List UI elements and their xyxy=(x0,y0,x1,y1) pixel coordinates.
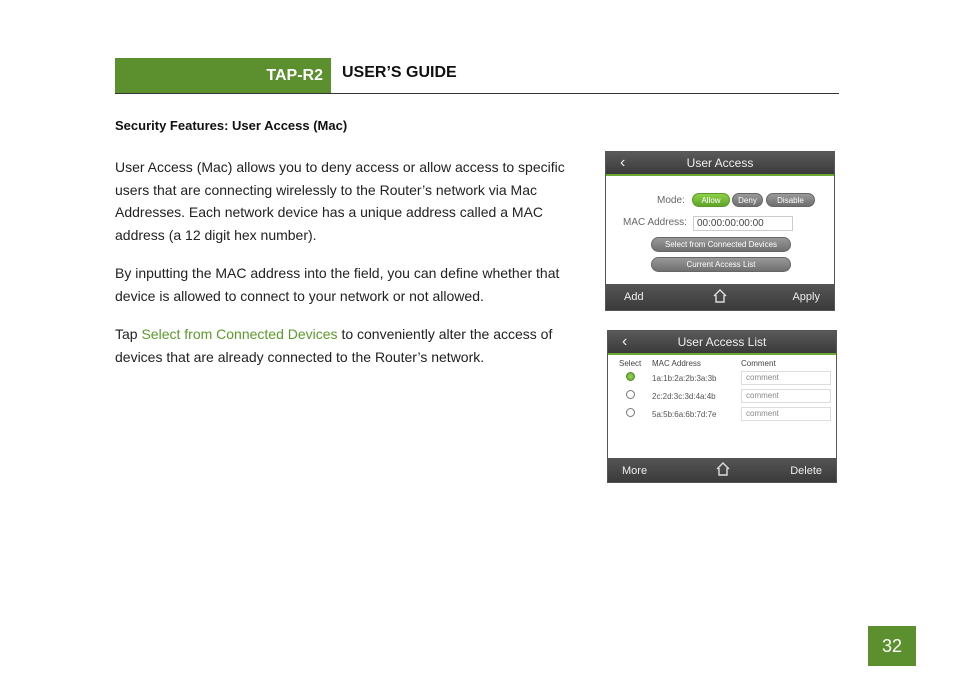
mac-address-input[interactable]: 00:00:00:00:00 xyxy=(693,216,793,231)
allow-button[interactable]: Allow xyxy=(692,193,730,207)
user-access-title: User Access xyxy=(686,156,754,170)
mac-address-label: MAC Address: xyxy=(623,217,687,228)
row-mac: 2c:2d:3c:3d:4a:4b xyxy=(652,392,716,401)
user-access-list-screenshot xyxy=(607,330,837,483)
select-devices-link[interactable]: Select from Connected Devices xyxy=(141,326,338,342)
current-access-list-button[interactable]: Current Access List xyxy=(651,257,791,272)
header-product-tab xyxy=(115,58,331,93)
row-comment-input[interactable]: comment xyxy=(741,371,831,385)
row-radio[interactable] xyxy=(626,390,635,399)
paragraph-intro xyxy=(115,156,595,246)
mode-label: Mode: xyxy=(657,195,685,206)
paragraph-mac-input xyxy=(115,262,595,307)
access-list-title: User Access List xyxy=(677,335,767,349)
column-mac-address: MAC Address xyxy=(652,359,701,368)
guide-title: USER’S GUIDE xyxy=(342,64,457,81)
home-icon[interactable] xyxy=(715,461,731,477)
column-comment: Comment xyxy=(741,359,776,368)
row-mac: 5a:5b:6a:6b:7d:7e xyxy=(652,410,717,419)
back-arrow-icon[interactable]: ‹ xyxy=(620,154,626,171)
column-select: Select xyxy=(619,359,642,368)
paragraph-1: User Access (Mac) allows you to deny access or allow access to specific users that are connecting wirelessly to the Router’s network via Mac Addresses. Each network device has a unique address called a MAC address (a 12 digit hex number). xyxy=(115,159,565,243)
paragraph-2: By inputting the MAC address into the field, you can define whether that device is allowed to connect to your network or not allowed. xyxy=(115,265,560,304)
add-button[interactable]: Add xyxy=(624,291,644,303)
apply-button[interactable]: Apply xyxy=(792,291,820,303)
paragraph-3 xyxy=(115,323,595,368)
header-divider xyxy=(115,93,839,94)
p3-after: to conveniently alter the access of devices that are already connected to the Router’s network. xyxy=(115,326,553,365)
disable-button[interactable]: Disable xyxy=(766,193,815,207)
user-access-bottombar xyxy=(606,284,834,310)
select-connected-devices-button[interactable]: Select from Connected Devices xyxy=(651,237,791,252)
paragraph-tap xyxy=(115,323,595,368)
access-list-titlebar xyxy=(608,331,836,355)
row-mac: 1a:1b:2a:2b:3a:3b xyxy=(652,374,717,383)
p3-before: Tap xyxy=(115,326,142,342)
more-button[interactable]: More xyxy=(622,465,648,477)
section-title: Security Features: User Access (Mac) xyxy=(115,118,348,133)
deny-button[interactable]: Deny xyxy=(732,193,763,207)
row-comment-input[interactable]: comment xyxy=(741,407,831,421)
home-icon[interactable] xyxy=(712,288,728,304)
user-access-titlebar xyxy=(606,152,834,176)
back-arrow-icon[interactable]: ‹ xyxy=(622,333,628,350)
product-name: TAP-R2 xyxy=(266,66,323,84)
row-comment-input[interactable]: comment xyxy=(741,389,831,403)
page-number: 32 xyxy=(868,626,916,666)
row-radio[interactable] xyxy=(626,408,635,417)
delete-button[interactable]: Delete xyxy=(790,465,822,477)
row-radio[interactable] xyxy=(626,372,635,381)
access-list-bottombar xyxy=(608,458,836,482)
user-access-screenshot xyxy=(605,151,835,311)
